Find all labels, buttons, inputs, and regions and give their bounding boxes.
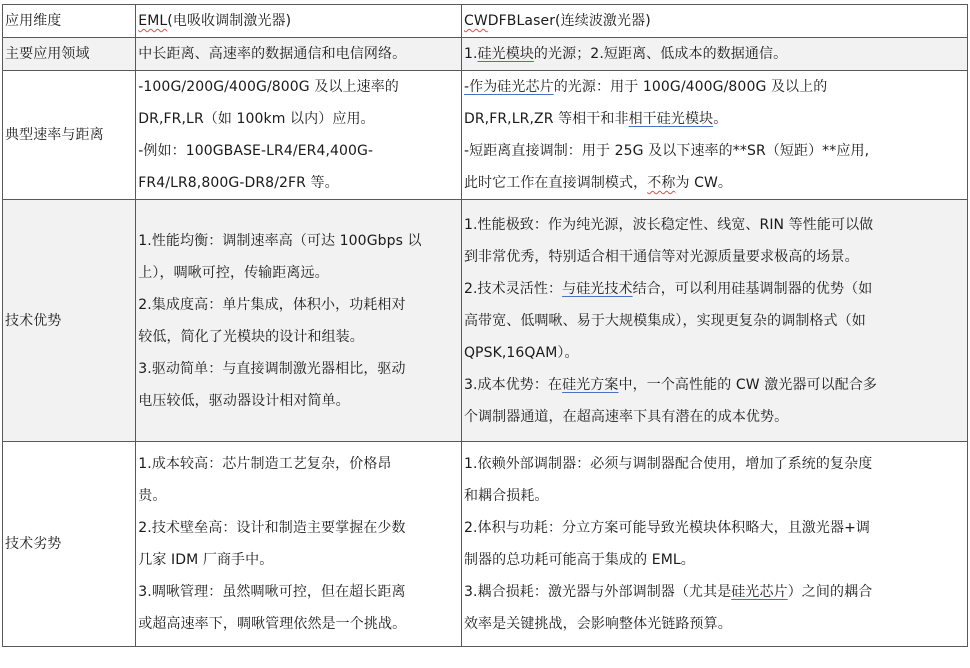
cell-line: FR4/LR8,800G-DR8/2FR 等。 <box>138 175 339 191</box>
cw-cell <box>461 38 967 71</box>
cell-line: -短距离直接调制：用于 25G 及以下速率的**SR（短距）**应用, <box>463 143 870 159</box>
text-run: 1. <box>463 46 478 62</box>
cell-line: 个调制器通道，在超高速率下具有潜在的成本优势。 <box>463 408 789 425</box>
cell-line: DR,FR,LR（如 100km 以内）应用。 <box>138 111 375 127</box>
eml-cell <box>136 38 462 71</box>
cell-line: 到非常优秀，特别适合相干通信等对光源质量要求极高的场景。 <box>463 248 859 265</box>
table-row <box>3 38 968 71</box>
text-run: 。 <box>713 111 728 127</box>
text-run: ）之间的耦合 <box>787 584 873 600</box>
cell-line: 3.驱动简单：与直接调制激光器相比，驱动 <box>138 360 406 377</box>
text-run: 为 CW。 <box>675 175 733 191</box>
dimension-cell: 典型速率与距离 <box>3 71 136 200</box>
cell-line: 2.集成度高：单片集成，体积小，功耗相对 <box>138 296 406 313</box>
cell-line <box>464 576 965 608</box>
cell-line: 上），啁啾可控，传输距离远。 <box>138 264 329 281</box>
cw-cell <box>461 200 967 442</box>
cell-line <box>464 38 965 70</box>
cell-line <box>464 71 965 103</box>
underlined-term: -作为硅光芯片 <box>463 79 554 95</box>
cell-line: 制器的总功耗可能高于集成的 EML。 <box>463 552 695 568</box>
cell-line: 效率是关键挑战，会影响整体光链路预算。 <box>463 616 732 632</box>
cell-line: QPSK,16QAM）。 <box>463 344 579 361</box>
cell-line: 电压较低，驱动器设计相对简单。 <box>138 392 350 409</box>
cell-line <box>464 369 965 401</box>
cell-line: 1.性能极致：作为纯光源，波长稳定性、线宽、RIN 等性能可以做 <box>463 216 874 233</box>
table-row <box>3 71 968 200</box>
cell-line: 2.技术壁垒高：设计和制造主要掌握在少数 <box>138 520 406 536</box>
eml-cell <box>136 200 462 442</box>
cell-line: 或超高速率下，啁啾管理依然是一个挑战。 <box>138 616 407 632</box>
underlined-term: 硅光方案 <box>562 376 619 393</box>
cell-line: -例如：100GBASE-LR4/ER4,400G- <box>138 143 374 159</box>
cell-line: 几家 IDM 厂商手中。 <box>138 552 274 568</box>
cell-line: 高带宽、低啁啾、易于大规模集成），实现更复杂的调制格式（如 <box>463 312 866 329</box>
table-header-row <box>3 5 968 38</box>
cell-line <box>464 273 965 305</box>
text-run: 此时它工作在直接调制模式， <box>463 175 648 191</box>
text-run: 结合，可以利用硅基调制器的优势（如 <box>632 280 873 297</box>
underlined-term: 相干硅光模块 <box>628 111 714 127</box>
cell-line <box>464 167 965 199</box>
header-cw-mid: DFB <box>487 13 517 29</box>
cell-line: 贵。 <box>138 488 167 504</box>
header-dimension: 应用维度 <box>3 5 136 38</box>
cell-line: 1.性能均衡：调制速率高（可达 100Gbps 以 <box>138 232 422 249</box>
dimension-cell: 技术劣势 <box>3 442 136 647</box>
cell-line: 1.依赖外部调制器：必须与调制器配合使用，增加了系统的复杂度 <box>463 456 873 472</box>
text-run: 2.技术灵活性： <box>463 280 563 297</box>
cell-line: -100G/200G/400G/800G 及以上速率的 <box>138 79 399 95</box>
dimension-cell: 主要应用领域 <box>3 38 136 71</box>
text-run: 3.成本优势：在 <box>463 376 563 393</box>
cell-line: 2.体积与功耗：分立方案可能导致光模块体积略大，且激光器+调 <box>463 520 871 536</box>
header-eml-suffix: (电吸收调制激光器) <box>167 13 292 29</box>
cell-line: 3.啁啾管理：虽然啁啾可控，但在超长距离 <box>138 584 406 600</box>
text-run: 的光源：用于 100G/400G/800G 及以上的 <box>553 79 828 95</box>
header-cw-prefix: CW <box>463 13 488 29</box>
eml-cell <box>136 442 462 647</box>
underlined-term: 硅光芯片 <box>731 584 788 600</box>
text-run: DR,FR,LR,ZR 等相干和非 <box>463 111 629 127</box>
header-cw-rest: Laser(连续波激光器) <box>516 13 651 29</box>
header-cw <box>461 5 967 38</box>
underlined-term: 与硅光技术 <box>562 280 633 297</box>
text-run: 中，一个高性能的 CW 激光器可以配合多 <box>618 376 878 393</box>
underlined-term: 不称 <box>647 175 676 191</box>
eml-cell <box>136 71 462 200</box>
header-eml <box>136 5 462 38</box>
cell-line: 1.成本较高：芯片制造工艺复杂，价格昂 <box>138 456 392 472</box>
text-run: 的光源；2.短距离、低成本的数据通信。 <box>533 46 788 62</box>
cw-cell <box>461 442 967 647</box>
dimension-cell: 技术优势 <box>3 200 136 442</box>
cell-line: 较低，简化了光模块的设计和组装。 <box>138 328 364 345</box>
cell-line: 中长距离、高速率的数据通信和电信网络。 <box>138 46 407 62</box>
table-row <box>3 442 968 647</box>
underlined-term: 硅光模块 <box>477 46 534 62</box>
text-run: 3.耦合损耗：激光器与外部调制器（尤其是 <box>463 584 732 600</box>
comparison-table <box>2 4 968 647</box>
header-eml-prefix: EML <box>138 13 168 29</box>
table-row <box>3 200 968 442</box>
cell-line <box>464 103 965 135</box>
cell-line: 和耦合损耗。 <box>463 488 549 504</box>
cw-cell <box>461 71 967 200</box>
